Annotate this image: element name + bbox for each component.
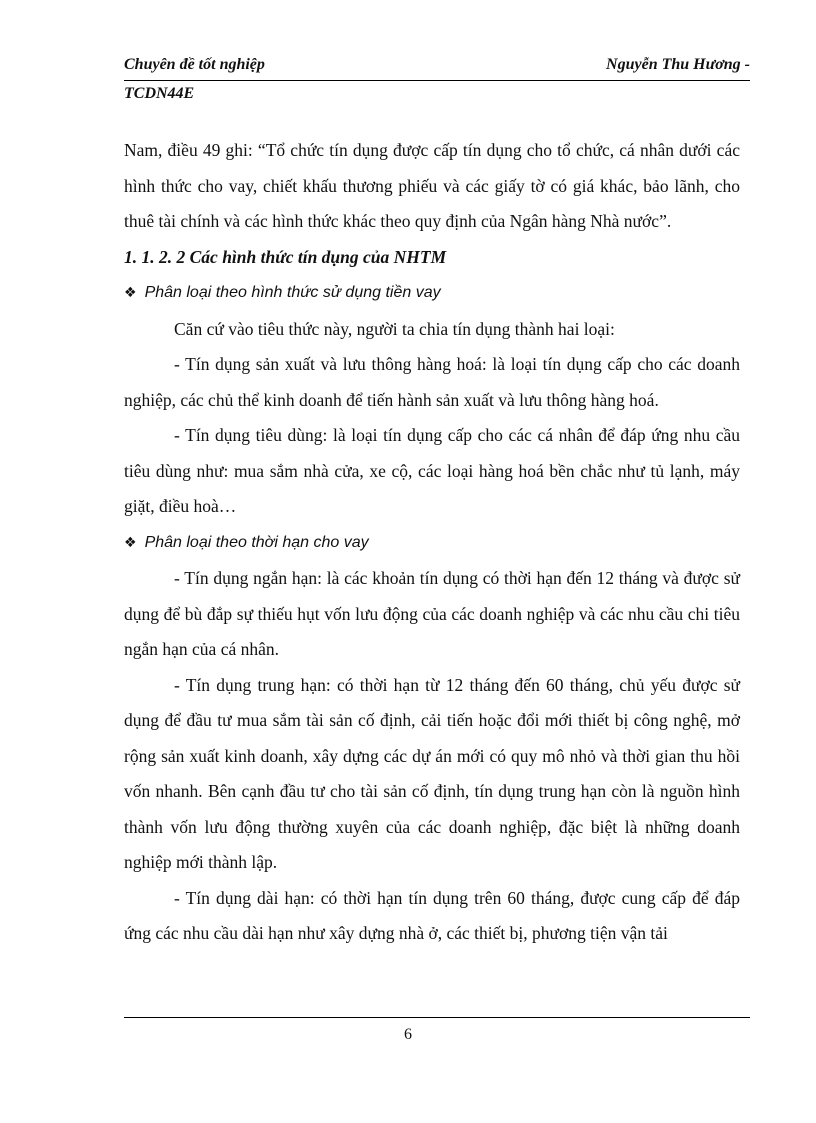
bullet-item: [124, 275, 740, 312]
paragraph: - Tín dụng trung hạn: có thời hạn từ 12 tháng đến 60 tháng, chủ yếu được sử dụng để đầu tư mua sắm tài sản cố định, cải tiến hoặc đổi mới thiết bị công nghệ, mở rộng sản xuất kinh doanh, xây dựng các dự án mới có quy mô nhỏ và thời gian thu hồi vốn nhanh. Bên cạnh đầu tư cho tài sản cố định, tín dụng trung hạn còn là nguồn hình thành vốn lưu động thường xuyên của các doanh nghiệp, đặc biệt là những doanh nghiệp mới thành lập.: [124, 674, 740, 872]
header-class-code: TCDN44E: [124, 85, 195, 102]
section-heading: 1. 1. 2. 2 Các hình thức tín dụng của NHTM: [124, 246, 447, 267]
page-number: 6: [404, 1026, 412, 1043]
paragraph: - Tín dụng sản xuất và lưu thông hàng hoá: là loại tín dụng cấp cho các doanh nghiệp, các chủ thể kinh doanh để tiến hành sản xuất và lưu thông hàng hoá.: [124, 354, 740, 410]
document-body: [124, 133, 740, 952]
paragraph: - Tín dụng tiêu dùng: là loại tín dụng cấp cho các cá nhân để đáp ứng nhu cầu tiêu dùng như: mua sắm nhà cửa, xe cộ, các loại hàng hoá bền chắc như tủ lạnh, máy giặt, điều hoà…: [124, 425, 740, 516]
header-title: Chuyên đề tốt nghiệp: [124, 56, 265, 73]
diamond-bullet-icon: ❖: [124, 534, 137, 551]
diamond-bullet-icon: ❖: [124, 285, 137, 301]
bullet-item: [124, 525, 740, 562]
paragraph: Nam, điều 49 ghi: “Tổ chức tín dụng được cấp tín dụng cho tổ chức, cá nhân dưới các hình thức cho vay, chiết khấu thương phiếu và các giấy tờ có giá khác, bảo lãnh, cho thuê tài chính và các hình thức khác theo quy định của Ngân hàng Nhà nước”.: [124, 140, 740, 231]
header-divider: [124, 80, 750, 81]
paragraph: - Tín dụng dài hạn: có thời hạn tín dụng trên 60 tháng, được cung cấp để đáp ứng các nhu cầu dài hạn như xây dựng nhà ở, các thiết bị, phương tiện vận tải: [124, 887, 740, 943]
bullet-text: Phân loại theo thời hạn cho vay: [144, 533, 369, 551]
footer-divider: [124, 1017, 750, 1018]
header-author: Nguyễn Thu Hương -: [606, 56, 750, 73]
paragraph: Căn cứ vào tiêu thức này, người ta chia tín dụng thành hai loại:: [174, 318, 615, 339]
bullet-text: Phân loại theo hình thức sử dụng tiền vay: [144, 284, 441, 301]
paragraph: - Tín dụng ngắn hạn: là các khoản tín dụng có thời hạn đến 12 tháng và được sử dụng để bù đắp sự thiếu hụt vốn lưu động của các doanh nghiệp và các nhu cầu chi tiêu ngắn hạn của cá nhân.: [124, 568, 740, 659]
